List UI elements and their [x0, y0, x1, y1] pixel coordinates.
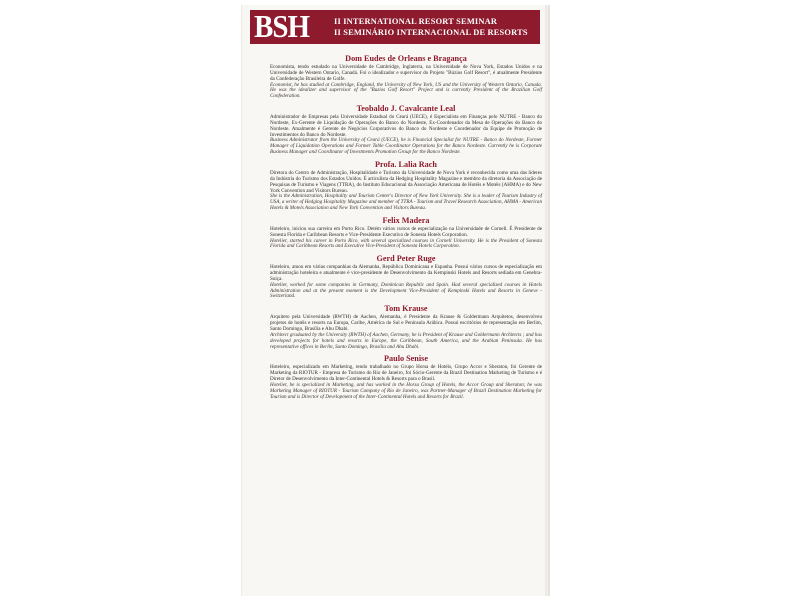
speaker-bio-pt: Arquiteto pela Universidade (RWTH) de Aachen, Alemanha, é Presidente da Krause & Goldermann Arquitetos, desenvolveu projetos de hotéis e resorts na Europa, Caribe, América do Sul e Península Arábica. Possui escritórios de representação em Berlim, Santo Domingo, Brasília e Abu Dhabi.	[270, 314, 542, 332]
speaker-name: Teobaldo J. Cavalcante Leal	[356, 104, 456, 114]
speaker-bio-en: Architect graduated by the University (RWTH) of Aachen, Germany, he is President of Krause and Goldermann Architects ; and has developed projects for hotels and resorts in Europe, the Caribbean, South America, and the Arabian Peninsula. He has representative offices in Berlin, Santo Domingo, Brasília and Abu Dhabi.	[270, 331, 542, 350]
speaker-bio-en: She is the Administration, Hospitality and Tourism Center's Director of New York University. She is a leader of Tourism Industry of USA, a writer of Hedging Hospitality Magazine and member of TTRA - Tourism and Travel Research Association, AHMA - American Hotels & Motels Association and New York Convention and Visitors Bureau.	[270, 193, 542, 212]
speaker-section	[270, 159, 542, 212]
speaker-section	[270, 103, 542, 156]
speaker-bio-en: Hotelier, he is specialized in Marketing, and has worked in the Horsa Group of Hotels, the Accor Group and Sheraton; he was Marketing Manager of RIOTUR - Tourism Company of Rio de Janeiro, was Partner-Manager of Brazil Destination Marketing for Tourism and is Director of Development of the Inter-Continental Hotels and Resorts for Brazil.	[270, 381, 542, 400]
speaker-bio-en: Business Administrator from the University of Ceará (UECE), he is Financial Specialist for NUTRE - Banco do Nordeste, Former Manager of Liquidation Operations and Former Table Coordinator Operations for the Banco Nordeste. Currently he is Corporate Business Manager and Coordinator of Investments Promotion Group for the Banco Nordeste.	[270, 137, 542, 156]
speaker-bio-pt: Administrador de Empresas pela Universidade Estadual do Ceará (UECE), é Especialista em Finanças pelo NUTRE - Banco do Nordeste, Ex-Gerente de Liquidação de Operações do Banco do Nordeste, Ex-Coordenador da Mesa de Operações do Banco do Nordeste. Atualmente é Gerente de Negócios Corporativos do Banco do Nordeste e Coordenador da Equipe de Promoção de Investimentos do Banco do Nordeste.	[270, 114, 542, 138]
brochure-page	[242, 5, 548, 596]
speaker-name: Profa. Lalia Rach	[375, 159, 437, 169]
bsh-logo: BSH	[254, 9, 310, 45]
speaker-bio-pt: Hoteleiro, especializado em Marketing, tendo trabalhado no Grupo Horsa de Hotéis, Grupo Accor e Sheraton, foi Gerente de Marketing da RIOTUR - Empresa de Turismo do Rio de Janeiro, foi Sócio-Gerente da Brazil Destination Marketing de Turismo e é Diretor de Desenvolvimento da Inter-Continental Hotels & Resorts para o Brasil.	[270, 364, 542, 383]
speaker-name: Felix Madera	[382, 215, 430, 225]
speaker-section	[270, 303, 542, 350]
speaker-bio-pt: Diretora do Centro de Administração, Hospitalidade e Turismo da Universidade de Nova York é reconhecida como uma das líderes da Indústria do Turismo dos Estados Unidos. É articulista da Hedging Hospitality Magazine e membro da diretoria da Associação de Pesquisas de Turismo e Viagens (TTRA), do Instituto Educacional da Associação Americana de Hotéis e Motéis (AHMA) e do New York Convention and Visitors Bureau.	[270, 169, 542, 194]
speaker-bio-en: Economist, he has studied at Cambridge, England, the University of New York, US and the University of Western Ontario, Canada. He was the idealizer and supervisor of the "Buzios Golf Resort" Project and is currently President of the Brazilian Golf Confederation.	[270, 81, 542, 100]
seminar-title-en: II INTERNATIONAL RESORT SEMINAR	[334, 17, 498, 26]
speaker-bio-en: Hotelier, worked for some companies in Germany, Dominican Republic and Spain. Had several specialized courses in Hotels Administration and at the present moment is the Development Vice-President of Kempinski Hotels and Resorts in Geneve - Switzerland.	[270, 281, 542, 300]
speaker-name: Gerd Peter Ruge	[376, 254, 436, 264]
speaker-bio-pt: Hoteleiro, iniciou sua carreira em Porto Rico. Detém vários cursos de especialização na Universidade de Cornell. É Presidente de Sonesta Florida e Caribbean Resorts e Vice-Presidente Executivo de Sonesta Hotels Corporation.	[270, 225, 542, 238]
speaker-bio-pt: Hoteleiro, atuou em várias companhias da Alemanha, República Dominicana e Espanha. Possui vários cursos de especialização em administração hoteleira e atualmente é vice-presidente de Desenvolvimento da Kempinski Hotels and Resorts sediada em Genebra- Suíça.	[270, 264, 542, 282]
speaker-section	[270, 215, 542, 250]
speaker-section	[270, 253, 542, 300]
speaker-name: Dom Eudes de Orleans e Bragança	[345, 54, 467, 63]
header-titles	[334, 16, 540, 38]
header-banner	[250, 10, 540, 44]
seminar-title-pt: II SEMINÁRIO INTERNACIONAL DE RESORTS	[334, 28, 528, 37]
speaker-section	[270, 53, 542, 100]
speaker-name: Paulo Senise	[384, 354, 428, 364]
speaker-bio-pt: Economista, tendo estudado na Universidade de Cambridge, Inglaterra, na Universidade de Nova York, Estados Unidos e na Universidade de Western Ontario, Canadá. Foi o idealizador e supervisor do Projeto "Búzios Golf Resort", é atualmente Presidente da Confederação Brasileira de Golfe.	[270, 64, 542, 82]
speaker-name: Tom Krause	[384, 304, 428, 314]
speaker-list	[270, 53, 542, 403]
speaker-section	[270, 353, 542, 400]
speaker-bio-en: Hotelier, started his career in Porto Rico, with several specialized courses in Cornell University. He is the President of Sonesta Florida and Caribbean Resorts and Executive Vice-President of Sonesta Hotels Corporation.	[270, 237, 542, 250]
